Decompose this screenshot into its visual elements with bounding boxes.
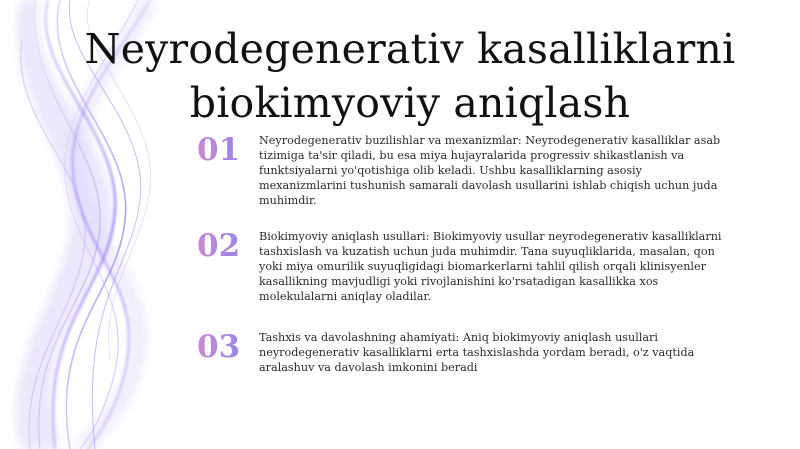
item-text: Neyrodegenerativ buzilishlar va mexanizmlar: Neyrodegenerativ kasalliklar asab tizimiga ta'sir qiladi, bu esa miya hujayralarida progressiv shikastlanish va funktsiyalarni yo'qotishiga olib keladi. Ushbu kasalliklarning asosiy mexanizmlarini tushunish samarali davolash usullarini ishlab chiqish uchun juda muhimdir. (259, 134, 721, 207)
item-number: 02 (197, 229, 253, 263)
item-number: 03 (197, 330, 253, 364)
item-text: Biokimyoviy aniqlash usullari: Biokimyoviy usullar neyrodegenerativ kasalliklarni tashxislash va kuzatish uchun juda muhimdir. Tana suyuqliklarida, masalan, qon yoki miya omurilik suyuqligidagi biomarkerlarni tahlil qilish orqali klinisyenler kasallikning mavjudligi yoki rivojlanishini ko'rsatadigan kasallikka xos molekulalarni aniqlay oladilar. (259, 230, 722, 303)
slide-title: Neyrodegenerativ kasalliklarni biokimyoviy aniqlash (84, 25, 736, 127)
item-number: 01 (197, 133, 253, 167)
item-text: Tashxis va davolashning ahamiyati: Aniq biokimyoviy aniqlash usullari neyrodegenerativ kasalliklarni erta tashxislashda yordam beradi, o'z vaqtida aralashuv va davolash imkonini beradi (259, 331, 695, 374)
